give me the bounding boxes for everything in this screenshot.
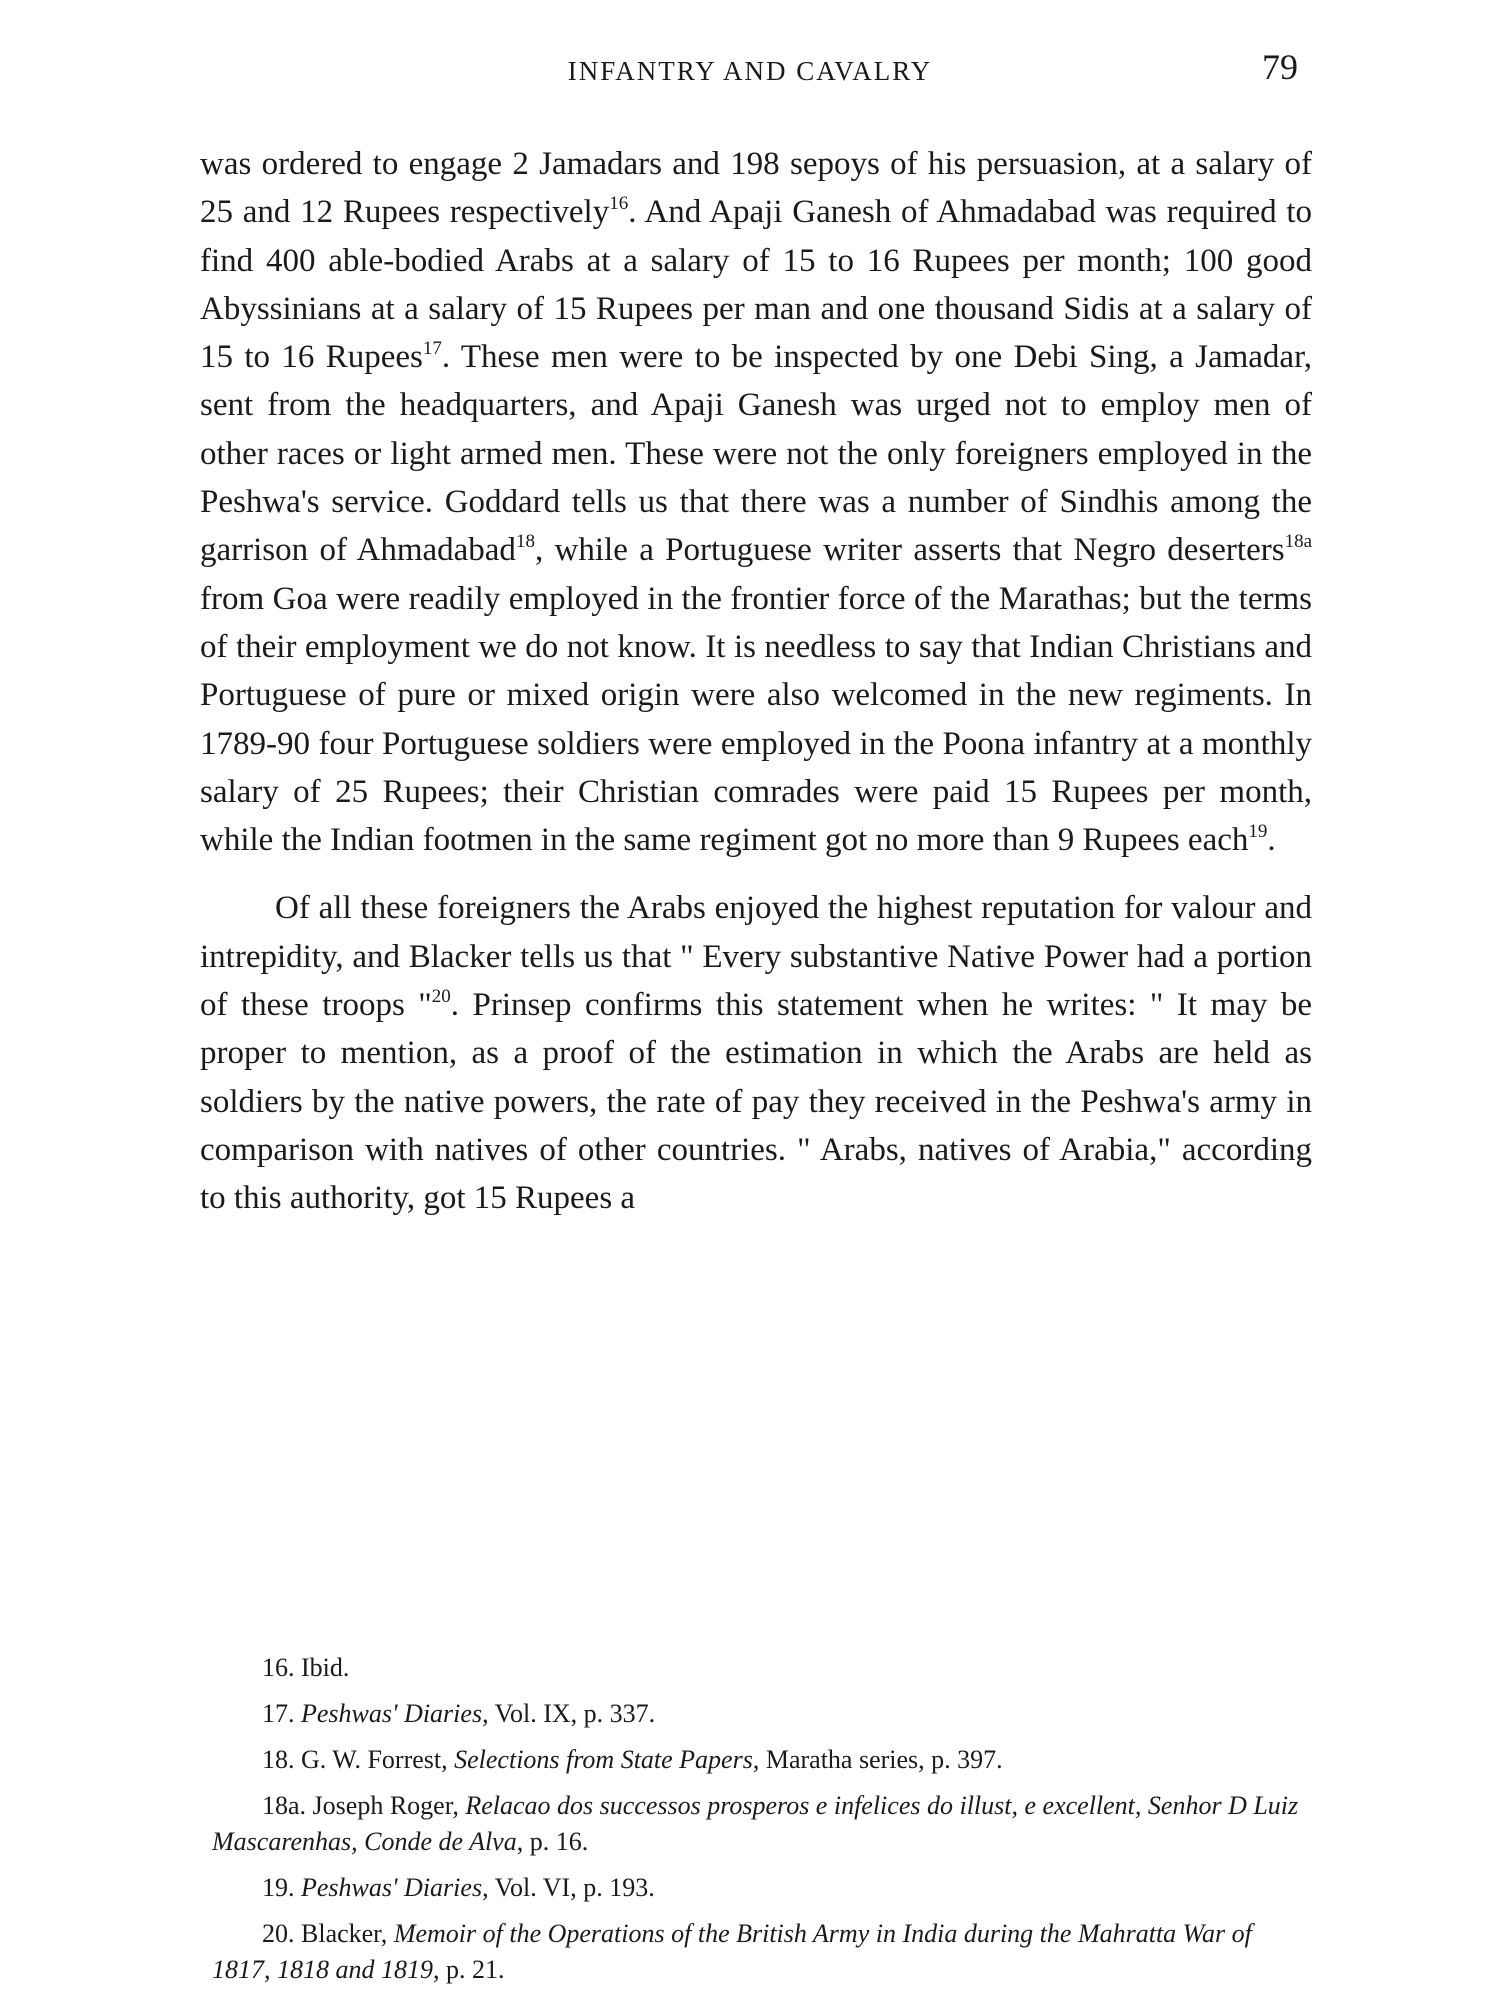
paragraph-2 [200, 884, 1312, 1222]
footnote-title: Peshwas' Diaries [301, 1699, 483, 1728]
footnote-19 [162, 1870, 1312, 1906]
footnote-title: Memoir of the Operations of the British Army in India during the Mahratta War of 1817, 1818 and 1819 [212, 1919, 1252, 1984]
body-text [200, 140, 1312, 1223]
paragraph-1-text-f: . [1267, 822, 1276, 859]
footnote-text: , Maratha series, p. 397. [752, 1745, 1003, 1774]
page-number: 79 [1262, 47, 1298, 87]
footnote-text: , Vol. VI, p. 193. [482, 1873, 655, 1902]
footnote-16 [162, 1650, 1312, 1686]
footnote-text: , p. 21. [433, 1955, 505, 1984]
footnote-ref-20: 20 [431, 986, 451, 1008]
footnote-title: Selections from State Papers [454, 1745, 753, 1774]
footnote-ref-17: 17 [422, 338, 442, 360]
running-title: INFANTRY AND CAVALRY [567, 56, 933, 86]
footnote-author: Blacker, [301, 1919, 394, 1948]
paragraph-1-text-c: . These men were to be inspected by one Debi Sing, a Jamadar, sent from the headquarters, and Apaji Ganesh was urged not to employ men of other races or light armed men. These were not the only foreigners employed in the Peshwa's service. Goddard tells us that there was a number of Sindhis among the garrison of Ahmadabad [200, 339, 1312, 569]
footnote-number: 16. [262, 1653, 295, 1682]
footnote-ref-18: 18 [515, 531, 535, 553]
running-header [0, 47, 1500, 90]
footnote-ref-18a: 18a [1284, 531, 1312, 553]
paragraph-1-text-b: . And Apaji Ganesh of Ahmadabad was required to find 400 able-bodied Arabs at a salary of 15 to 16 Rupees per month; 100 good Abyssinians at a salary of 15 Rupees per man and one thousand Sidis at a salary of 15 to 16 Rupees [200, 194, 1313, 376]
footnote-number: 18. [262, 1745, 295, 1774]
footnote-title: Relacao dos successos prosperos e infelices do illust, e excellent, Senhor D Luiz Mascarenhas, Conde de Alva [212, 1791, 1299, 1856]
footnote-author: G. W. Forrest, [301, 1745, 455, 1774]
footnote-ref-16: 16 [609, 193, 629, 215]
footnote-number: 17. [262, 1699, 295, 1728]
paragraph-2-text-a: Of all these foreigners the Arabs enjoyed the highest reputation for valour and intrepidity, and Blacker tells us that " Every substantive Native Power had a portion of these troops " [200, 890, 1312, 1024]
footnote-number: 19. [262, 1873, 295, 1902]
footnote-text: , p. 16. [516, 1827, 589, 1856]
footnote-number: 20. [262, 1919, 295, 1948]
footnote-number: 18a. [262, 1791, 307, 1820]
footnotes [212, 1650, 1312, 1998]
paragraph-1 [200, 140, 1312, 864]
footnote-ref-19: 19 [1248, 821, 1268, 843]
paragraph-1-text-a: was ordered to engage 2 Jamadars and 198 sepoys of his persuasion, at a salary of 25 and 12 Rupees respectively [200, 146, 1312, 231]
footnote-18a [162, 1788, 1312, 1860]
footnote-text: , Vol. IX, p. 337. [482, 1699, 656, 1728]
paragraph-1-text-e: from Goa were readily employed in the frontier force of the Marathas; but the terms of their employment we do not know. It is needless to say that Indian Christians and Portuguese of pure or mixed origin were also welcomed in the new regiments. In 1789-90 four Portuguese soldiers were employed in the Poona infantry at a monthly salary of 25 Rupees; their Christian comrades were paid 15 Rupees per month, while the Indian footmen in the same regiment got no more than 9 Rupees each [200, 580, 1312, 859]
footnote-text: Ibid. [301, 1653, 350, 1682]
paragraph-2-text-b: . Prinsep confirms this statement when he writes: " It may be proper to mention, as a proof of the estimation in which the Arabs are held as soldiers by the native powers, the rate of pay they received in the Peshwa's army in comparison with natives of other countries. " Arabs, natives of Arabia," according to this authority, got 15 Rupees a [200, 987, 1312, 1217]
footnote-author: Joseph Roger, [312, 1791, 466, 1820]
footnote-18 [162, 1742, 1312, 1778]
footnote-17 [162, 1696, 1312, 1732]
footnote-title: Peshwas' Diaries [301, 1873, 483, 1902]
footnote-20 [162, 1916, 1312, 1988]
paragraph-1-text-d: , while a Portuguese writer asserts that Negro deserters [534, 532, 1285, 569]
